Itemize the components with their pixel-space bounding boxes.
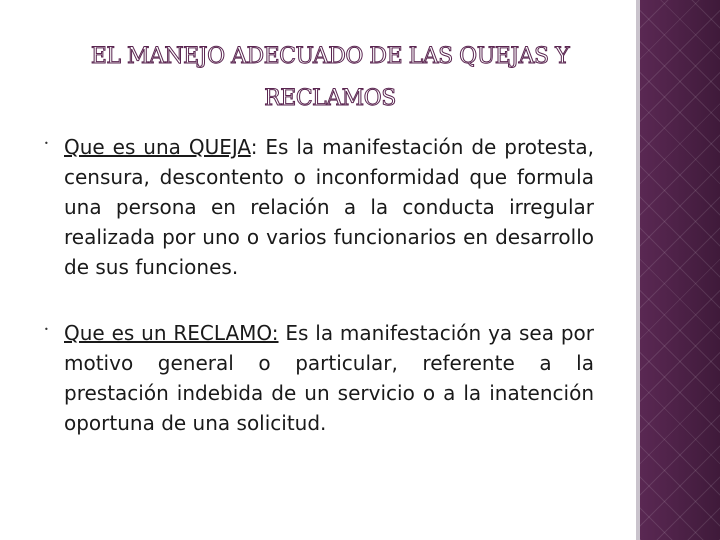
bullet-icon: • [44,325,49,334]
definition-queja: Es la manifestación de protesta, censura, descontento o inconformidad que formula una persona en relación a la conducta irregular realizada por uno o varios funcionarios en desarrollo de sus funciones. [64,135,594,279]
bullet-item-reclamo [44,318,594,438]
bullet-item-queja [44,132,594,282]
bullet-text-queja [64,132,594,282]
bullet-icon: • [44,139,49,148]
definition-reclamo: Es la manifestación ya sea por motivo general o particular, referente a la prestación indebida de un servicio o a la inatención oportuna de una solicitud. [64,321,594,435]
term-reclamo: Que es un RECLAMO: [64,321,279,345]
separator-queja: : [250,135,258,159]
title-line-2: RECLAMOS [264,86,396,111]
slide-title [60,36,600,120]
decorative-side-panel [640,0,720,540]
bullet-text-reclamo [64,318,594,438]
title-line-1: EL MANEJO ADECUADO DE LAS QUEJAS Y [90,44,570,69]
bullet-list [44,132,594,438]
term-queja: Que es una QUEJA [64,135,251,159]
